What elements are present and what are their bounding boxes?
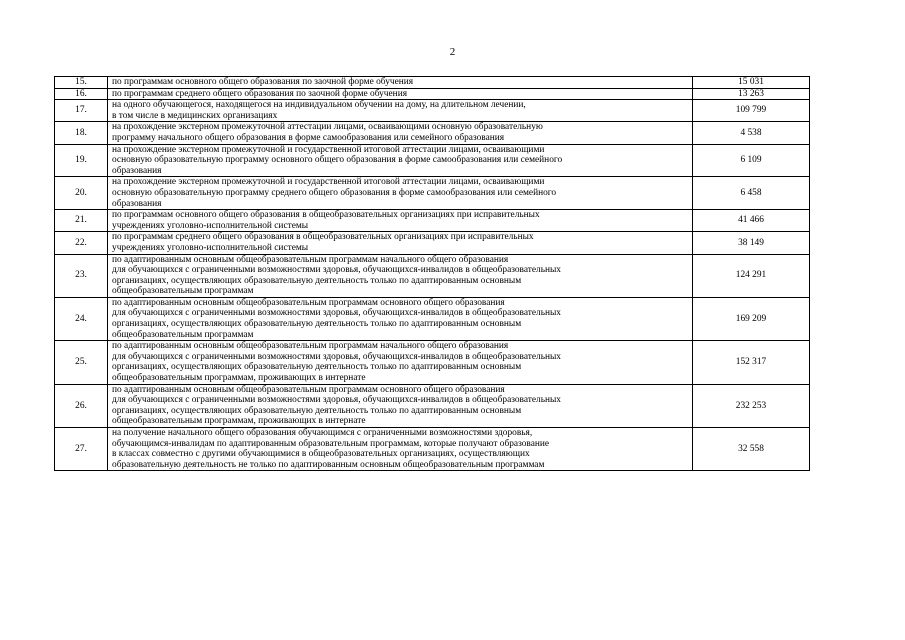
description-line: организациях, осуществляющих образовательную деятельность только по адаптированным основным [112, 362, 522, 373]
row-value: 15 031 [693, 77, 810, 89]
description-line: на получение начального общего образования обучающимся с ограниченными возможностями здоровья, [112, 428, 533, 438]
description-line: общеобразовательным программам, проживающих в интернате [112, 416, 366, 427]
row-description [108, 88, 693, 100]
table-row [55, 341, 810, 384]
row-number: 19. [55, 144, 108, 177]
row-description [108, 100, 693, 122]
row-description [108, 232, 693, 254]
row-value: 41 466 [693, 210, 810, 232]
row-number: 18. [55, 122, 108, 144]
description-line: по адаптированным основным общеобразовательным программам начального общего образования [112, 254, 509, 265]
description-line: для обучающихся с ограниченными возможностями здоровья, обучающихся-инвалидов в общеобразовательных [112, 395, 561, 406]
description-line: в том числе в медицинских организациях [112, 110, 278, 121]
row-description [108, 297, 693, 340]
description-line: для обучающихся с ограниченными возможностями здоровья, обучающихся-инвалидов в общеобразовательных [112, 351, 561, 362]
description-line: учреждениях уголовно-исполнительной системы [112, 220, 309, 231]
row-description [108, 341, 693, 384]
row-value: 32 558 [693, 428, 810, 471]
row-value: 152 317 [693, 341, 810, 384]
description-line: по адаптированным основным общеобразовательным программам основного общего образования [112, 384, 505, 395]
row-number: 20. [55, 177, 108, 210]
description-line: на прохождение экстерном промежуточной и государственной итоговой аттестации лицами, осваивающими [112, 144, 545, 155]
row-number: 23. [55, 254, 108, 297]
row-number: 17. [55, 100, 108, 122]
row-number: 16. [55, 88, 108, 100]
description-line: по программам среднего общего образования в общеобразовательных организациях при исправительных [112, 232, 534, 243]
row-description [108, 122, 693, 144]
description-line: по программам основного общего образования по заочной форме обучения [112, 77, 414, 87]
description-line: на одного обучающегося, находящегося на индивидуальном обучении на дому, на длительном лечении, [112, 100, 526, 111]
table-row [55, 77, 810, 89]
row-value: 6 109 [693, 144, 810, 177]
row-number: 15. [55, 77, 108, 89]
description-line: в классах совместно с другими обучающимися в общеобразовательных организациях, осуществляющих [112, 449, 530, 460]
row-description [108, 210, 693, 232]
table-row [55, 384, 810, 427]
description-line: образовательную деятельность не только по адаптированным основным общеобразовательным программам [112, 459, 545, 470]
description-line: на прохождение экстерном промежуточной аттестации лицами, осваивающими основную образовательную [112, 122, 543, 133]
row-description [108, 77, 693, 89]
table-body [55, 77, 810, 471]
page-number: 2 [449, 46, 456, 58]
description-line: программу начального общего образования в форме самообразования или семейного образования [112, 132, 505, 143]
table-row [55, 428, 810, 471]
row-value: 124 291 [693, 254, 810, 297]
description-line: образования [112, 198, 162, 209]
description-line: по адаптированным основным общеобразовательным программам начального общего образования [112, 341, 509, 352]
description-line: по адаптированным основным общеобразовательным программам основного общего образования [112, 297, 505, 308]
row-description [108, 177, 693, 210]
description-line: по программам основного общего образования в общеобразовательных организациях при исправительных [112, 210, 540, 221]
row-number: 22. [55, 232, 108, 254]
description-line: общеобразовательным программам [112, 286, 254, 297]
table-row [55, 88, 810, 100]
row-number: 21. [55, 210, 108, 232]
table-row [55, 144, 810, 177]
table-row [55, 122, 810, 144]
row-value: 4 538 [693, 122, 810, 144]
description-line: для обучающихся с ограниченными возможностями здоровья, обучающихся-инвалидов в общеобразовательных [112, 308, 561, 319]
table-row [55, 210, 810, 232]
row-value: 38 149 [693, 232, 810, 254]
normatives-table [54, 76, 810, 471]
description-line: для обучающихся с ограниченными возможностями здоровья, обучающихся-инвалидов в общеобразовательных [112, 265, 561, 276]
description-line: обучающимся-инвалидам по адаптированным образовательным программам, которые получают образование [112, 438, 550, 449]
description-line: основную образовательную программу основного общего образования в форме самообразования или семейного [112, 155, 563, 166]
row-number: 27. [55, 428, 108, 471]
row-value: 6 458 [693, 177, 810, 210]
row-number: 24. [55, 297, 108, 340]
row-description [108, 254, 693, 297]
row-description [108, 144, 693, 177]
row-value: 232 253 [693, 384, 810, 427]
description-line: образования [112, 165, 162, 176]
row-number: 25. [55, 341, 108, 384]
row-number: 26. [55, 384, 108, 427]
row-description [108, 384, 693, 427]
row-value: 13 263 [693, 88, 810, 100]
description-line: общеобразовательным программам, проживающих в интернате [112, 373, 366, 384]
table-row [55, 254, 810, 297]
row-value: 109 799 [693, 100, 810, 122]
row-description [108, 428, 693, 471]
description-line: основную образовательную программу среднего общего образования в форме самообразования или семейного [112, 187, 557, 198]
table-row [55, 177, 810, 210]
description-line: организациях, осуществляющих образовательную деятельность только по адаптированным основным [112, 405, 522, 416]
description-line: на прохождение экстерном промежуточной и государственной итоговой аттестации лицами, осваивающими [112, 177, 545, 188]
table-row [55, 297, 810, 340]
description-line: общеобразовательным программам [112, 329, 254, 340]
row-value: 169 209 [693, 297, 810, 340]
description-line: организациях, осуществляющих образовательную деятельность только по адаптированным основным [112, 275, 522, 286]
description-line: организациях, осуществляющих образовательную деятельность только по адаптированным основным [112, 319, 522, 330]
description-line: учреждениях уголовно-исполнительной системы [112, 242, 309, 253]
description-line: по программам среднего общего образования по заочной форме обучения [112, 88, 408, 99]
table-row [55, 232, 810, 254]
table-row [55, 100, 810, 122]
